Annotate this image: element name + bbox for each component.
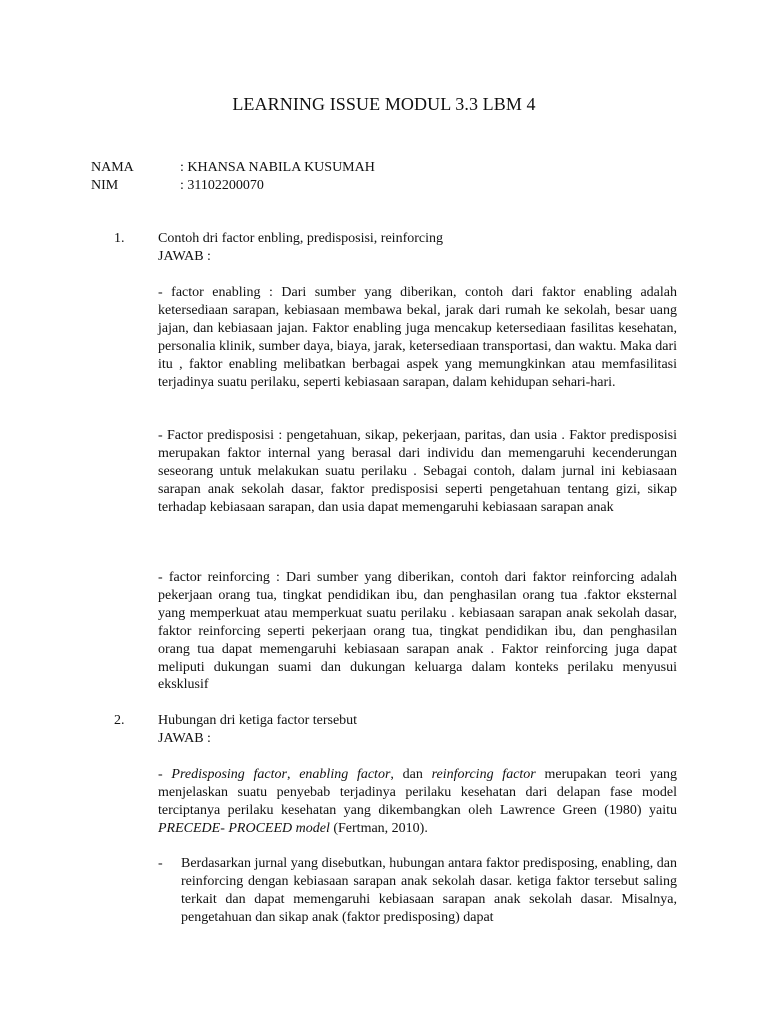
term-precede-proceed: PRECEDE- PROCEED model — [158, 820, 330, 836]
paragraph-enabling: - factor enabling : Dari sumber yang diberikan, contoh dari faktor enabling adalah ketersediaan sarapan, kebiasaan membawa bekal, jarak dari rumah ke sekolah, besar uang jajan, dan kebiasaan jajan. Faktor enabling juga mencakup ketersediaan fasilitas kesehatan, personalia klinik, sumber daya, biaya, jarak, ketersediaan transportasi, dan waktu. Maka dari itu , faktor enabling melibatkan berbagai aspek yang memungkinkan atau memfasilitasi terjadinya suatu perilaku, seperti kebiasaan sarapan, dalam kehidupan sehari-hari. — [158, 285, 677, 390]
term-reinforcing: reinforcing factor — [431, 767, 536, 782]
meta-row-name — [91, 159, 591, 177]
question-2-text: Hubungan dri ketiga factor tersebut — [158, 713, 358, 728]
paragraph-reinforcing: - factor reinforcing : Dari sumber yang diberikan, contoh dari faktor reinforcing adalah pekerjaan orang tua, tingkat pendidikan ibu, dan penghasilan orang tua .faktor eksternal yang memperkuat atau memperkuat suatu perilaku . kebiasaan sarapan anak sekolah dasar, faktor reinforcing seperti pekerjaan orang tua, tingkat pendidikan ibu, dan penghasilan orang tua dapat memengaruhi kebiasaan sarapan anak . Faktor reinforcing juga dapat meliputi dukungan suami dan dukungan keluarga dalam konteks perilaku menyusui eksklusif — [158, 570, 677, 693]
para-body: merupakan teori yang menjelaskan suatu penyebab terjadinya perilaku kesehatan dari delapan fase model terciptanya perilaku kesehatan yang dikembangkan oleh Lawrence Green (1980) yaitu — [158, 767, 678, 818]
para-separator: , — [286, 767, 300, 782]
question-1-text: Contoh dri factor enbling, predisposisi, reinforcing — [158, 231, 443, 246]
question-2-number: 2. — [114, 713, 125, 728]
para-suffix: (Fertman, 2010). — [329, 820, 428, 836]
para-prefix: - — [158, 767, 172, 782]
para-separator: , dan — [390, 767, 432, 782]
paragraph-predisposisi: - Factor predisposisi : pengetahuan, sikap, pekerjaan, paritas, dan usia . Faktor predisposisi merupakan faktor internal yang berasal dari individu dan memengaruhi kecenderungan seseorang untuk melakukan suatu perilaku . Sebagai contoh, dalam jurnal ini kebiasaan sarapan anak sekolah dasar, faktor predisposisi seperti pengetahuan tentang gizi, sikap terhadap kebiasaan sarapan, dan usia dapat memengaruhi kebiasaan sarapan anak — [158, 428, 677, 515]
term-predisposing: Predisposing factor — [171, 767, 287, 782]
question-1-number: 1. — [114, 231, 125, 246]
meta-value: : 31102200070 — [180, 177, 264, 193]
bullet-paragraph: Berdasarkan jurnal yang disebutkan, hubungan antara faktor predisposing, enabling, dan reinforcing dengan kebiasaan sarapan anak sekolah dasar. ketiga faktor tersebut saling terkait dan dapat memengaruhi kebiasaan sarapan anak sekolah dasar. Misalnya, pengetahuan dan sikap anak (faktor predisposing) dapat — [181, 856, 677, 925]
question-1-answer-label: JAWAB : — [158, 249, 211, 264]
term-enabling: enabling factor — [299, 767, 391, 782]
bullet-dash: - — [158, 856, 163, 871]
meta-label: NAMA — [91, 160, 134, 175]
question-2-answer-label: JAWAB : — [158, 731, 211, 746]
paragraph-green-theory — [158, 766, 677, 838]
meta-label: NIM — [91, 177, 119, 193]
student-info — [91, 159, 591, 195]
document-title: LEARNING ISSUE MODUL 3.3 LBM 4 — [232, 94, 536, 114]
meta-row-nim — [91, 177, 591, 195]
meta-value: : KHANSA NABILA KUSUMAH — [180, 160, 375, 175]
